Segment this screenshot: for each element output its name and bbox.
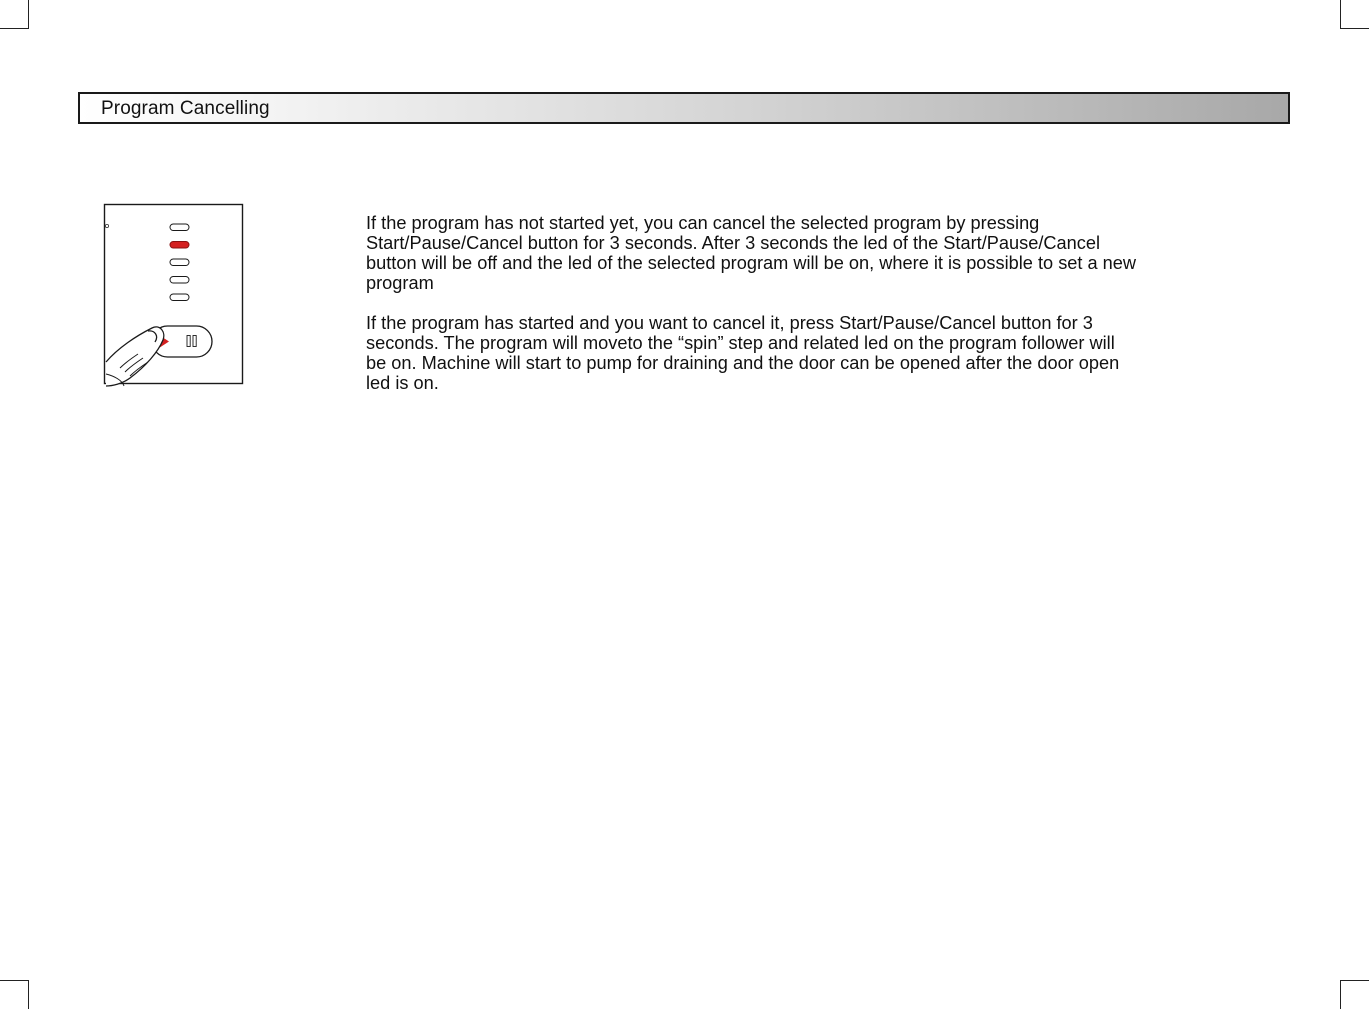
crop-mark-top-right (1340, 0, 1369, 29)
section-title: Program Cancelling (101, 98, 270, 119)
program-led-5-off (170, 294, 189, 301)
paragraph-started: If the program has started and you want to cancel it, press Start/Pause/Cancel button for 3 seconds. The program will moveto the “spin” step and related led on the program follower will be on. Machine will start to pump for draining and the door can be opened after the door open led is on. (366, 313, 1120, 393)
program-led-4-off (170, 277, 189, 284)
paragraph-not-started: If the program has not started yet, you can cancel the selected program by pressing Start/Pause/Cancel button for 3 seconds. After 3 seconds the led of the Start/Pause/Cancel button will be off and the led of the selected program will be on, where it is possible to set a new program (366, 213, 1137, 293)
section-header-bar (78, 92, 1290, 124)
crop-mark-bottom-left (0, 980, 29, 1009)
crop-mark-top-left (0, 0, 29, 29)
program-led-1-off (170, 224, 189, 231)
instruction-text (366, 213, 1216, 413)
program-led-3-off (170, 259, 189, 266)
crop-mark-bottom-right (1340, 980, 1369, 1009)
control-panel-illustration (100, 200, 250, 390)
program-led-2-on (170, 242, 189, 249)
